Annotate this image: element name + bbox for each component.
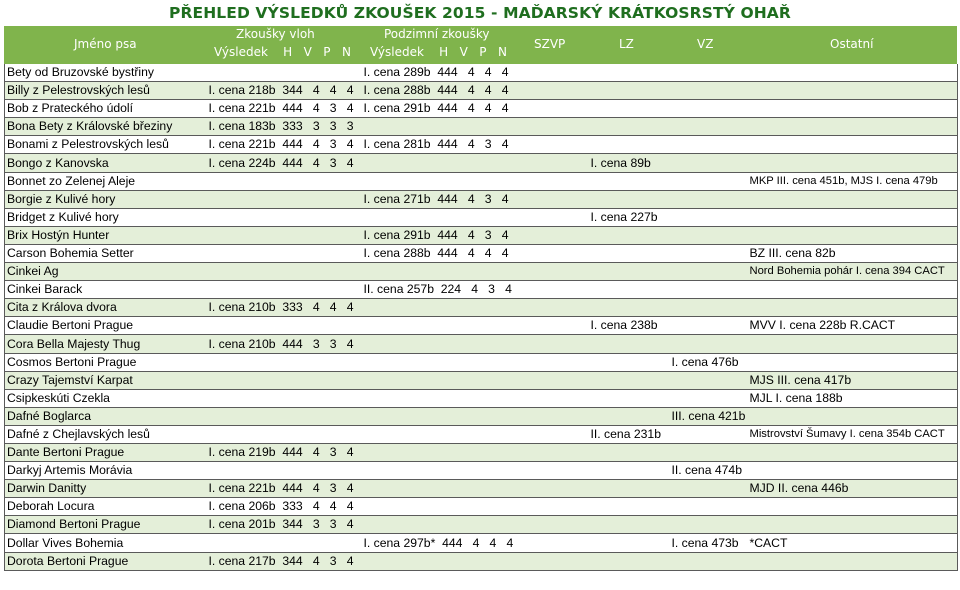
- szvp-result: [589, 335, 670, 353]
- dog-name: Dorota Bertoni Prague: [5, 552, 207, 570]
- other-result: MJS III. cena 417b: [748, 371, 958, 389]
- vz-result: [670, 389, 748, 407]
- dog-name: Bob z Prateckého údolí: [5, 100, 207, 118]
- other-result: [748, 64, 958, 82]
- table-row: [5, 552, 958, 570]
- vz-result: [670, 226, 748, 244]
- dog-name: Bridget z Kulivé hory: [5, 208, 207, 226]
- other-result: BZ III. cena 82b: [748, 244, 958, 262]
- szvp-result: [589, 480, 670, 498]
- spring-result: [207, 407, 362, 425]
- other-result: [748, 335, 958, 353]
- table-row: [5, 299, 958, 317]
- dog-name: Claudie Bertoni Prague: [5, 317, 207, 335]
- autumn-result: I. cena 297b* 444 4 4 4: [362, 534, 589, 552]
- spring-result: [207, 371, 362, 389]
- table-row: [5, 534, 958, 552]
- autumn-result: [362, 389, 589, 407]
- table-row: [5, 118, 958, 136]
- szvp-result: [589, 100, 670, 118]
- autumn-result: [362, 516, 589, 534]
- spring-result: I. cena 210b 444 3 3 4: [207, 335, 362, 353]
- dog-name: Billy z Pelestrovských lesů: [5, 82, 207, 100]
- szvp-result: [589, 371, 670, 389]
- szvp-result: [589, 389, 670, 407]
- dog-name: Darwin Danitty: [5, 480, 207, 498]
- other-result: [748, 226, 958, 244]
- spring-result: [207, 425, 362, 443]
- szvp-result: [589, 534, 670, 552]
- header-autumn-sub: Výsledek H V P N: [370, 45, 507, 59]
- autumn-result: II. cena 257b 224 4 3 4: [362, 281, 589, 299]
- spring-result: I. cena 217b 344 4 3 4: [207, 552, 362, 570]
- other-result: [748, 100, 958, 118]
- table-row: [5, 443, 958, 461]
- table-row: [5, 462, 958, 480]
- table-row: [5, 136, 958, 154]
- other-result: [748, 281, 958, 299]
- autumn-result: [362, 462, 589, 480]
- table-row: [5, 82, 958, 100]
- header-spring-sub: Výsledek H V P N: [214, 45, 351, 59]
- autumn-result: I. cena 291b 444 4 3 4: [362, 226, 589, 244]
- vz-result: II. cena 474b: [670, 462, 748, 480]
- vz-result: [670, 172, 748, 190]
- table-row: [5, 353, 958, 371]
- dog-name: Cinkei Ag: [5, 263, 207, 281]
- szvp-result: [589, 190, 670, 208]
- autumn-result: [362, 353, 589, 371]
- other-result: [748, 190, 958, 208]
- vz-result: [670, 100, 748, 118]
- autumn-result: [362, 263, 589, 281]
- table-row: [5, 190, 958, 208]
- header-name: Jméno psa: [74, 37, 137, 51]
- szvp-result: [589, 407, 670, 425]
- table-row: [5, 335, 958, 353]
- other-result: [748, 516, 958, 534]
- vz-result: [670, 371, 748, 389]
- table-row: [5, 100, 958, 118]
- autumn-result: [362, 407, 589, 425]
- spring-result: [207, 317, 362, 335]
- szvp-result: I. cena 238b: [589, 317, 670, 335]
- spring-result: [207, 172, 362, 190]
- page-title: PŘEHLED VÝSLEDKŮ ZKOUŠEK 2015 - MAĎARSKÝ KRÁTKOSRSTÝ OHAŘ: [169, 4, 791, 22]
- spring-result: [207, 226, 362, 244]
- spring-result: [207, 190, 362, 208]
- dog-name: Cinkei Barack: [5, 281, 207, 299]
- other-result: [748, 299, 958, 317]
- header-vz: VZ: [697, 37, 714, 51]
- dog-name: Crazy Tajemství Karpat: [5, 371, 207, 389]
- header-spring: Zkoušky vloh: [236, 27, 315, 41]
- spring-result: I. cena 221b 444 4 3 4: [207, 136, 362, 154]
- spring-result: [207, 353, 362, 371]
- other-result: [748, 136, 958, 154]
- other-result: [748, 208, 958, 226]
- other-result: Nord Bohemia pohár I. cena 394 CACT: [748, 263, 958, 281]
- szvp-result: [589, 462, 670, 480]
- autumn-result: [362, 317, 589, 335]
- szvp-result: [589, 64, 670, 82]
- spring-result: I. cena 206b 333 4 4 4: [207, 498, 362, 516]
- vz-result: [670, 281, 748, 299]
- vz-result: [670, 552, 748, 570]
- dog-name: Deborah Locura: [5, 498, 207, 516]
- dog-name: Cita z Králova dvora: [5, 299, 207, 317]
- spring-result: I. cena 183b 333 3 3 3: [207, 118, 362, 136]
- szvp-result: [589, 353, 670, 371]
- szvp-result: [589, 552, 670, 570]
- header-lz: LZ: [619, 37, 634, 51]
- autumn-result: [362, 498, 589, 516]
- dog-name: Darkyj Artemis Morávia: [5, 462, 207, 480]
- szvp-result: I. cena 227b: [589, 208, 670, 226]
- table-row: [5, 389, 958, 407]
- dog-name: Dante Bertoni Prague: [5, 443, 207, 461]
- szvp-result: II. cena 231b: [589, 425, 670, 443]
- szvp-result: [589, 443, 670, 461]
- autumn-result: [362, 154, 589, 172]
- spring-result: I. cena 224b 444 4 3 4: [207, 154, 362, 172]
- spring-result: I. cena 201b 344 3 3 4: [207, 516, 362, 534]
- szvp-result: [589, 118, 670, 136]
- table-row: [5, 263, 958, 281]
- dog-name: Bety od Bruzovské bystřiny: [5, 64, 207, 82]
- other-result: *CACT: [748, 534, 958, 552]
- other-result: [748, 443, 958, 461]
- table-row: [5, 371, 958, 389]
- spring-result: [207, 462, 362, 480]
- table-row: [5, 317, 958, 335]
- dog-name: Carson Bohemia Setter: [5, 244, 207, 262]
- table-row: [5, 244, 958, 262]
- autumn-result: [362, 425, 589, 443]
- header-autumn: Podzimní zkoušky: [384, 27, 490, 41]
- spring-result: I. cena 218b 344 4 4 4: [207, 82, 362, 100]
- dog-name: Bonnet zo Zelenej Aleje: [5, 172, 207, 190]
- vz-result: [670, 82, 748, 100]
- dog-name: Diamond Bertoni Prague: [5, 516, 207, 534]
- table-row: [5, 480, 958, 498]
- table-header: [4, 26, 957, 64]
- spring-result: I. cena 221b 444 4 3 4: [207, 480, 362, 498]
- table-row: [5, 64, 958, 82]
- table-row: [5, 172, 958, 190]
- dog-name: Dafné z Chejlavských lesů: [5, 425, 207, 443]
- autumn-result: I. cena 271b 444 4 3 4: [362, 190, 589, 208]
- other-result: [748, 407, 958, 425]
- table-row: [5, 208, 958, 226]
- table-row: [5, 407, 958, 425]
- dog-name: Csipkeskúti Czekla: [5, 389, 207, 407]
- vz-result: [670, 425, 748, 443]
- other-result: [748, 353, 958, 371]
- autumn-result: I. cena 281b 444 4 3 4: [362, 136, 589, 154]
- other-result: [748, 552, 958, 570]
- other-result: [748, 118, 958, 136]
- dog-name: Dafné Boglarca: [5, 407, 207, 425]
- spring-result: [207, 534, 362, 552]
- dog-name: Cora Bella Majesty Thug: [5, 335, 207, 353]
- table-row: [5, 516, 958, 534]
- dog-name: Dollar Vives Bohemia: [5, 534, 207, 552]
- vz-result: [670, 118, 748, 136]
- vz-result: I. cena 476b: [670, 353, 748, 371]
- other-result: MJD II. cena 446b: [748, 480, 958, 498]
- other-result: [748, 154, 958, 172]
- vz-result: [670, 443, 748, 461]
- szvp-result: [589, 498, 670, 516]
- table-row: [5, 154, 958, 172]
- dog-name: Bonami z Pelestrovských lesů: [5, 136, 207, 154]
- szvp-result: [589, 299, 670, 317]
- szvp-result: [589, 263, 670, 281]
- spring-result: I. cena 221b 444 4 3 4: [207, 100, 362, 118]
- vz-result: [670, 299, 748, 317]
- vz-result: [670, 335, 748, 353]
- table-row: [5, 498, 958, 516]
- szvp-result: [589, 82, 670, 100]
- autumn-result: I. cena 288b 444 4 4 4: [362, 244, 589, 262]
- spring-result: [207, 389, 362, 407]
- results-table: [4, 64, 957, 571]
- autumn-result: [362, 480, 589, 498]
- szvp-result: [589, 136, 670, 154]
- vz-result: [670, 154, 748, 172]
- spring-result: [207, 263, 362, 281]
- autumn-result: [362, 118, 589, 136]
- dog-name: Bona Bety z Královské březiny: [5, 118, 207, 136]
- vz-result: [670, 64, 748, 82]
- autumn-result: [362, 443, 589, 461]
- vz-result: [670, 498, 748, 516]
- szvp-result: [589, 516, 670, 534]
- szvp-result: [589, 172, 670, 190]
- autumn-result: [362, 371, 589, 389]
- vz-result: [670, 263, 748, 281]
- spring-result: I. cena 219b 444 4 3 4: [207, 443, 362, 461]
- table-row: [5, 226, 958, 244]
- other-result: MJL I. cena 188b: [748, 389, 958, 407]
- vz-result: [670, 190, 748, 208]
- vz-result: I. cena 473b: [670, 534, 748, 552]
- szvp-result: I. cena 89b: [589, 154, 670, 172]
- dog-name: Cosmos Bertoni Prague: [5, 353, 207, 371]
- table-row: [5, 281, 958, 299]
- header-other: Ostatní: [830, 37, 874, 51]
- vz-result: III. cena 421b: [670, 407, 748, 425]
- vz-result: [670, 480, 748, 498]
- autumn-result: [362, 335, 589, 353]
- spring-result: [207, 244, 362, 262]
- autumn-result: I. cena 291b 444 4 4 4: [362, 100, 589, 118]
- other-result: MVV I. cena 228b R.CACT: [748, 317, 958, 335]
- dog-name: Brix Hostýn Hunter: [5, 226, 207, 244]
- spring-result: [207, 281, 362, 299]
- autumn-result: [362, 208, 589, 226]
- autumn-result: [362, 552, 589, 570]
- szvp-result: [589, 226, 670, 244]
- vz-result: [670, 208, 748, 226]
- other-result: [748, 498, 958, 516]
- spring-result: I. cena 210b 333 4 4 4: [207, 299, 362, 317]
- autumn-result: [362, 299, 589, 317]
- table-row: [5, 425, 958, 443]
- vz-result: [670, 317, 748, 335]
- header-szvp: SZVP: [534, 37, 566, 51]
- spring-result: [207, 64, 362, 82]
- autumn-result: [362, 172, 589, 190]
- szvp-result: [589, 244, 670, 262]
- vz-result: [670, 516, 748, 534]
- vz-result: [670, 244, 748, 262]
- dog-name: Bongo z Kanovska: [5, 154, 207, 172]
- other-result: Mistrovství Šumavy I. cena 354b CACT: [748, 425, 958, 443]
- other-result: [748, 82, 958, 100]
- autumn-result: I. cena 289b 444 4 4 4: [362, 64, 589, 82]
- spring-result: [207, 208, 362, 226]
- dog-name: Borgie z Kulivé hory: [5, 190, 207, 208]
- other-result: MKP III. cena 451b, MJS I. cena 479b: [748, 172, 958, 190]
- szvp-result: [589, 281, 670, 299]
- vz-result: [670, 136, 748, 154]
- other-result: [748, 462, 958, 480]
- autumn-result: I. cena 288b 444 4 4 4: [362, 82, 589, 100]
